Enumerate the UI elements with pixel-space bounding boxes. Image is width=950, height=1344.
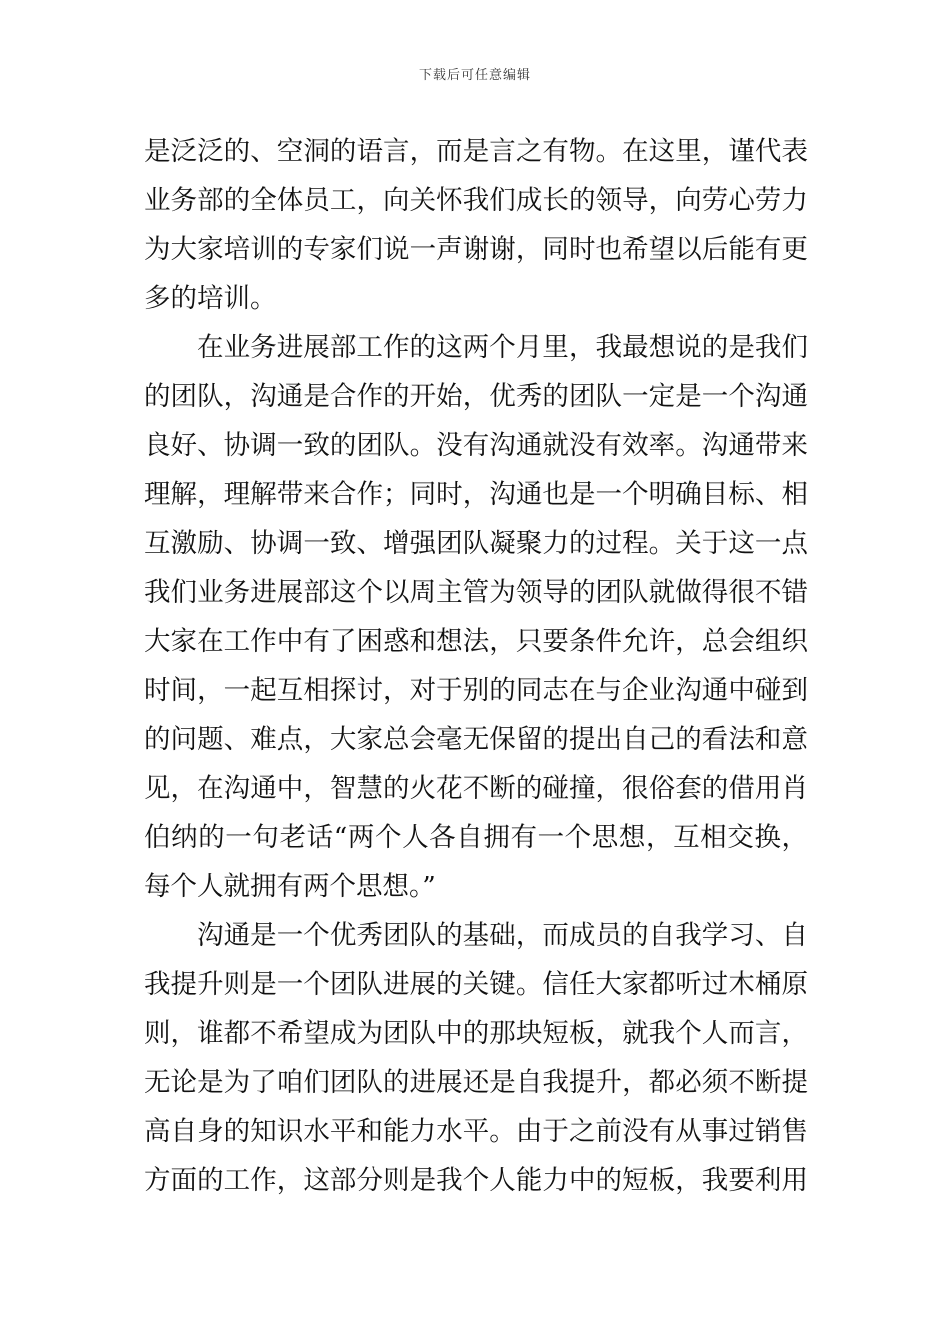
text-line: 互激励、协调一致、增强团队凝聚力的过程。关于这一点 xyxy=(144,528,808,559)
text-line: 方面的工作，这部分则是我个人能力中的短板，我要利用 xyxy=(144,1165,808,1196)
text-line: 每个人就拥有两个思想。” xyxy=(144,871,436,902)
text-line: 见，在沟通中，智慧的火花不断的碰撞，很俗套的借用肖 xyxy=(144,773,808,804)
text-line: 的问题、难点，大家总会毫无保留的提出自己的看法和意 xyxy=(144,724,808,755)
paragraph-2 xyxy=(144,323,808,911)
document-body xyxy=(144,127,808,1205)
text-line: 为大家培训的专家们说一声谢谢，同时也希望以后能有更 xyxy=(144,234,808,265)
page-header: 下载后可任意编辑 xyxy=(418,68,531,83)
text-line: 多的培训。 xyxy=(144,283,277,314)
paragraph-1 xyxy=(144,127,808,323)
text-line: 高自身的知识水平和能力水平。由于之前没有从事过销售 xyxy=(144,1116,808,1147)
text-line: 理解，理解带来合作；同时，沟通也是一个明确目标、相 xyxy=(144,479,808,510)
text-line: 则，谁都不希望成为团队中的那块短板，就我个人而言， xyxy=(144,1018,808,1049)
paragraph-3 xyxy=(144,911,808,1205)
text-line: 时间，一起互相探讨，对于别的同志在与企业沟通中碰到 xyxy=(144,675,808,706)
text-line: 的团队，沟通是合作的开始，优秀的团队一定是一个沟通 xyxy=(144,381,808,412)
text-line: 是泛泛的、空洞的语言，而是言之有物。在这里，谨代表 xyxy=(144,136,808,167)
text-line: 无论是为了咱们团队的进展还是自我提升，都必须不断提 xyxy=(144,1067,808,1098)
text-line: 在业务进展部工作的这两个月里，我最想说的是我们 xyxy=(197,332,808,363)
text-line: 我们业务进展部这个以周主管为领导的团队就做得很不错 xyxy=(144,577,808,608)
text-line: 伯纳的一句老话“两个人各自拥有一个思想，互相交换， xyxy=(144,822,808,853)
text-line: 良好、协调一致的团队。没有沟通就没有效率。沟通带来 xyxy=(144,430,808,461)
text-line: 大家在工作中有了困惑和想法，只要条件允许，总会组织 xyxy=(144,626,808,657)
text-line: 我提升则是一个团队进展的关键。信任大家都听过木桶原 xyxy=(144,969,808,1000)
text-line: 业务部的全体员工，向关怀我们成长的领导，向劳心劳力 xyxy=(144,185,808,216)
text-line: 沟通是一个优秀团队的基础，而成员的自我学习、自 xyxy=(197,920,808,951)
